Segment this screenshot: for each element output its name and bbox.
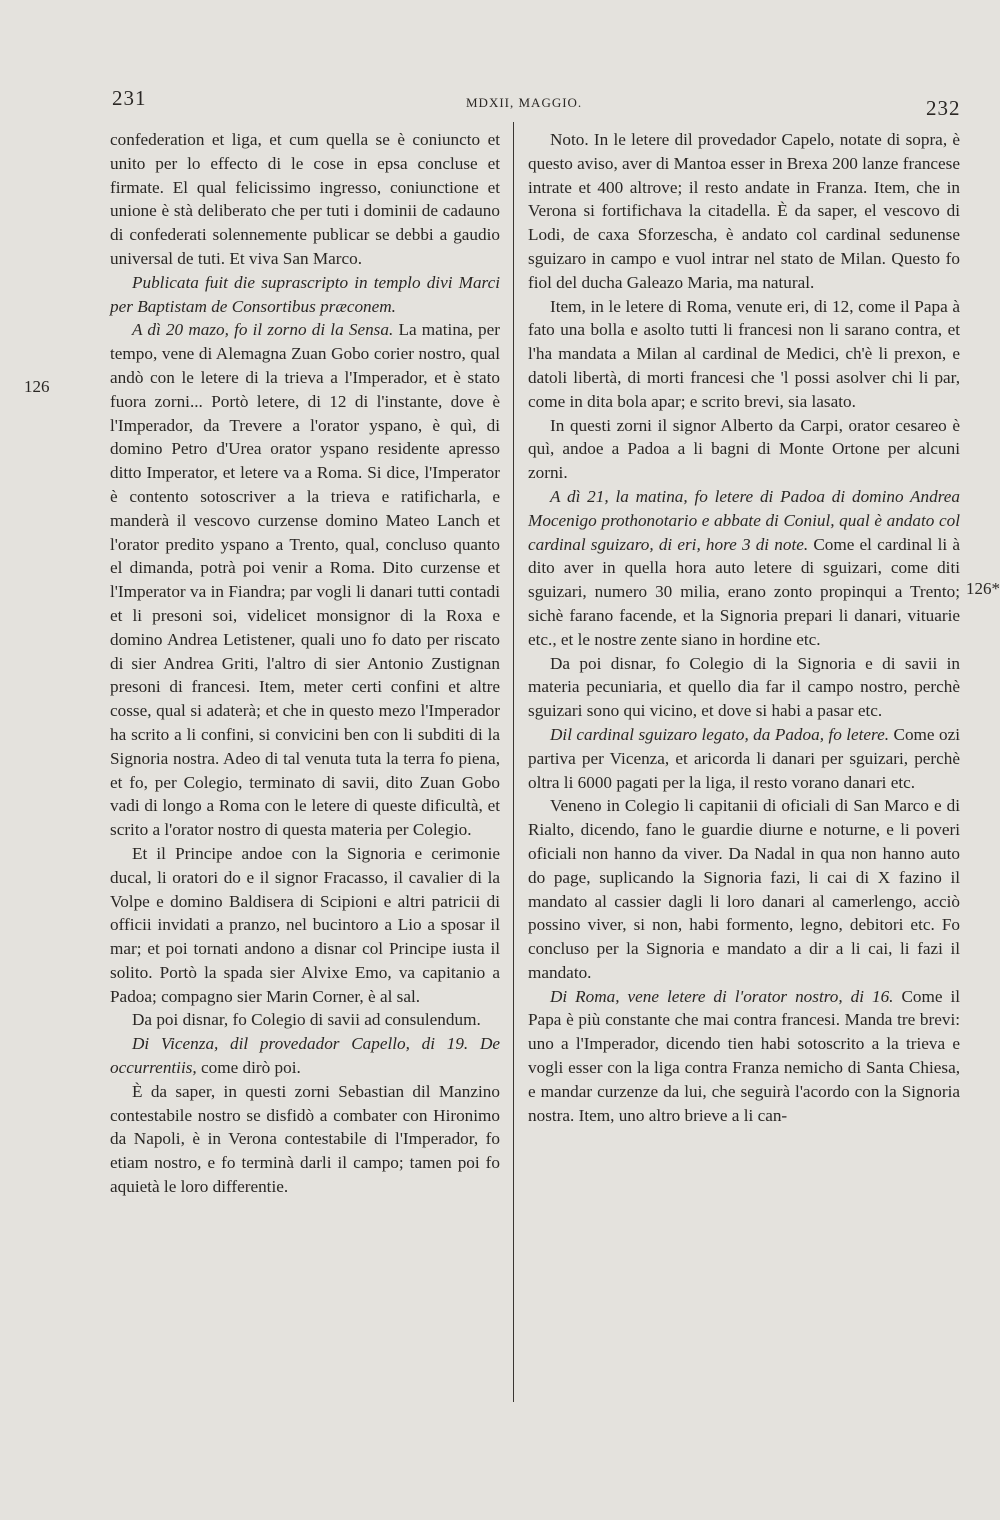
paragraph-text: La matina, per tempo, vene di Alemagna Zuan Gobo corier nostro, qual andò con le letere di la trieva a l'Imperador, et è stato fuora zorni... Portò letere, di 12 di l'instante, dove è l'Imperador, da Trevere a l'orator yspano, è quì, di domino Petro d'Urea orator yspano residente apresso ditto Imperator, et letere va a Roma. Si dice, l'Imperator è contento sotoscriver a la trieva e ratificharla, e manderà il vescovo curzense domino Mateo Lanch et l'orator predito yspano a Trento, qual, concluso quanto el dimanda, potrà poi venir a Roma. Dito curzense et l'Imperator va in Fiandra; par vogli li danari tutti contadi et li presoni soi, videlicet monsignor di la Roxa e domino Andrea Letistener, quali uno fo dato per riscato di sier Andrea Griti, l'altro di sier Antonio Zustignan presoni di francesi. Item, meter certi confini et altre cosse, qual si adaterà; et che in questo mezo l'Imperador ha scrito a li confini, si convicini ben con li subditi di la Signoria nostra. Adeo di tal venuta tuta la terra fo piena, et fo, per Colegio, terminato di savii, dito Zuan Gobo vadi di longo a Roma con le letere di queste dificultà, et scrito a l'orator nostro di questa materia per Colegio.: [110, 320, 500, 840]
paragraph: [110, 318, 500, 842]
paragraph: Item, in le letere di Roma, venute eri, di 12, come il Papa à fato una bolla e asolto tutti li francesi non li sarano contra, et l'ha mandata a Milan al cardinal de Medici, ch'è li prexon, e datoli libertà, di morti francesi che 'l possi asolver chi li par, come in dita bola apar; e scrito brevi, sia lasato.: [528, 296, 960, 411]
column-divider: [513, 122, 514, 1402]
paragraph: È da saper, in questi zorni Sebastian dil Manzino contestabile nostro se disfidò a combater con Hironimo da Napoli, è in Verona contestabile di l'Imperador, fo etiam nostro, e fo terminà darli il campo; tamen poi fo aquietà le loro differentie.: [110, 1081, 500, 1197]
italic-paragraph: Publicata fuit die suprascripto in templo divi Marci per Baptistam de Consortibus præconem.: [110, 272, 500, 316]
paragraph: [110, 271, 500, 319]
running-title: MDXII, MAGGIO.: [466, 95, 583, 110]
paragraph: [528, 485, 960, 652]
paragraph: In questi zorni il signor Alberto da Carpi, orator cesareo è quì, andoe a Padoa a li bagni di Monte Ortone per alcuni zorni.: [528, 415, 960, 483]
paragraph-text: Come il Papa è più constante che mai contra francesi. Manda tre brevi: uno a l'Imperador, dicendo tien habi sotoscrito a la trieva e vogli esser con la liga contra Franza nemicho di Santa Chiesa, e mandar curzenze da lui, che seguirà l'acordo con la Signoria nostra. Item, uno altro brieve a li can-: [528, 986, 961, 1125]
left-column: [110, 128, 500, 1199]
page-number-right: 232: [926, 96, 961, 120]
paragraph-text: come dirò poi.: [201, 1058, 301, 1078]
italic-heading: Dil cardinal sguizaro legato, da Padoa, fo letere.: [550, 724, 890, 744]
paragraph: [110, 1032, 500, 1080]
paragraph: [528, 985, 960, 1128]
paragraph-text: Come el cardinal li à dito aver in quella hora auto letere di sguizari, come diti sguizari, numero 30 milia, erano zonto propinqui a Trento; sichè farano facende, et la Signoria prepari li danari, vituarie etc., et le nostre zente siano in hordine etc.: [528, 534, 960, 649]
italic-heading: A dì 20 mazo, fo il zorno di la Sensa.: [132, 320, 394, 340]
page-number-left: 231: [112, 86, 147, 110]
italic-heading: Di Vicenza, dil provedador Capello, di 19. De occurrentiis,: [110, 1034, 500, 1078]
italic-heading: A dì 21, la matina, fo letere di Padoa di domino Andrea Mocenigo prothonotario e abbate di Coniul, qual è andato col cardinal sguizaro, di eri, hore 3 di note.: [528, 486, 960, 554]
paragraph: Et il Principe andoe con la Signoria e cerimonie ducal, li oratori do e il signor Fracasso, il cavalier di la Volpe e domino Baldisera di Scipioni e altri patricii di officii invidati a pranzo, nel bucintoro a Lio a sposar il mar; et poi tornati andono a disnar col Principe iusta il solito. Portò la spada sier Alvixe Emo, va capitanio a Padoa; compagno sier Marin Corner, è al sal.: [110, 843, 500, 1006]
paragraph: Da poi disnar, fo Colegio di savii ad consulendum.: [132, 1010, 481, 1030]
paragraph: Noto. In le letere dil provedador Capelo, notate di sopra, è questo aviso, aver di Mantoa esser in Brexa 200 lanze francese intrate et 400 altrove; il resto andate in Franza. Item, che in Verona si fortifichava la citadella. È da saper, el vescovo di Lodi, de caxa Sforzescha, è andato col cardinal sedunense sguizaro in campo e vuol intrar nel stato de Milan. Questo fo fiol del ducha Galeazo Maria, ma natural.: [528, 130, 960, 292]
margin-note-left: 126: [24, 377, 50, 396]
paragraph-text: Come ozi partiva per Vicenza, et aricorda li danari per sguizari, perchè oltra li 6000 pagati per la liga, il resto vorano danari etc.: [528, 724, 960, 792]
right-column: [528, 128, 960, 1127]
paragraph: confederation et liga, et cum quella se è coniuncto et unito per lo effecto di le cose in epsa concluse et firmate. El qual felicissimo ingresso, coniunctione et unione è stà deliberato che per tuti i dominii de cadauno di confederati solennemente publicar se debbi a gaudio universal de tuti. Et viva San Marco.: [110, 130, 500, 268]
page-header: [0, 86, 1000, 120]
italic-heading: Di Roma, vene letere di l'orator nostro, di 16.: [550, 986, 894, 1006]
paragraph: [528, 723, 960, 794]
margin-note-right: 126*: [966, 579, 1000, 598]
paragraph: Veneno in Colegio li capitanii di oficiali di San Marco e di Rialto, dicendo, fano le guardie diurne e noturne, e li poveri oficiali non hanno da viver. Da Nadal in qua non hanno auto do page, suplicando la Signoria fazi, li cai di X fazino il mandato al cassier dagli li loro danari al camerlengo, acciò possino viver, si non, habi formento, legno, debitori etc. Fo concluso per la Signoria e mandato a dir a li cai, li fazi il mandato.: [528, 796, 960, 982]
paragraph: Da poi disnar, fo Colegio di la Signoria e di savii in materia pecuniaria, et quello dia far il campo nostro, perchè sguizari sono qui vicino, et dove si habi a pasar etc.: [528, 653, 960, 721]
